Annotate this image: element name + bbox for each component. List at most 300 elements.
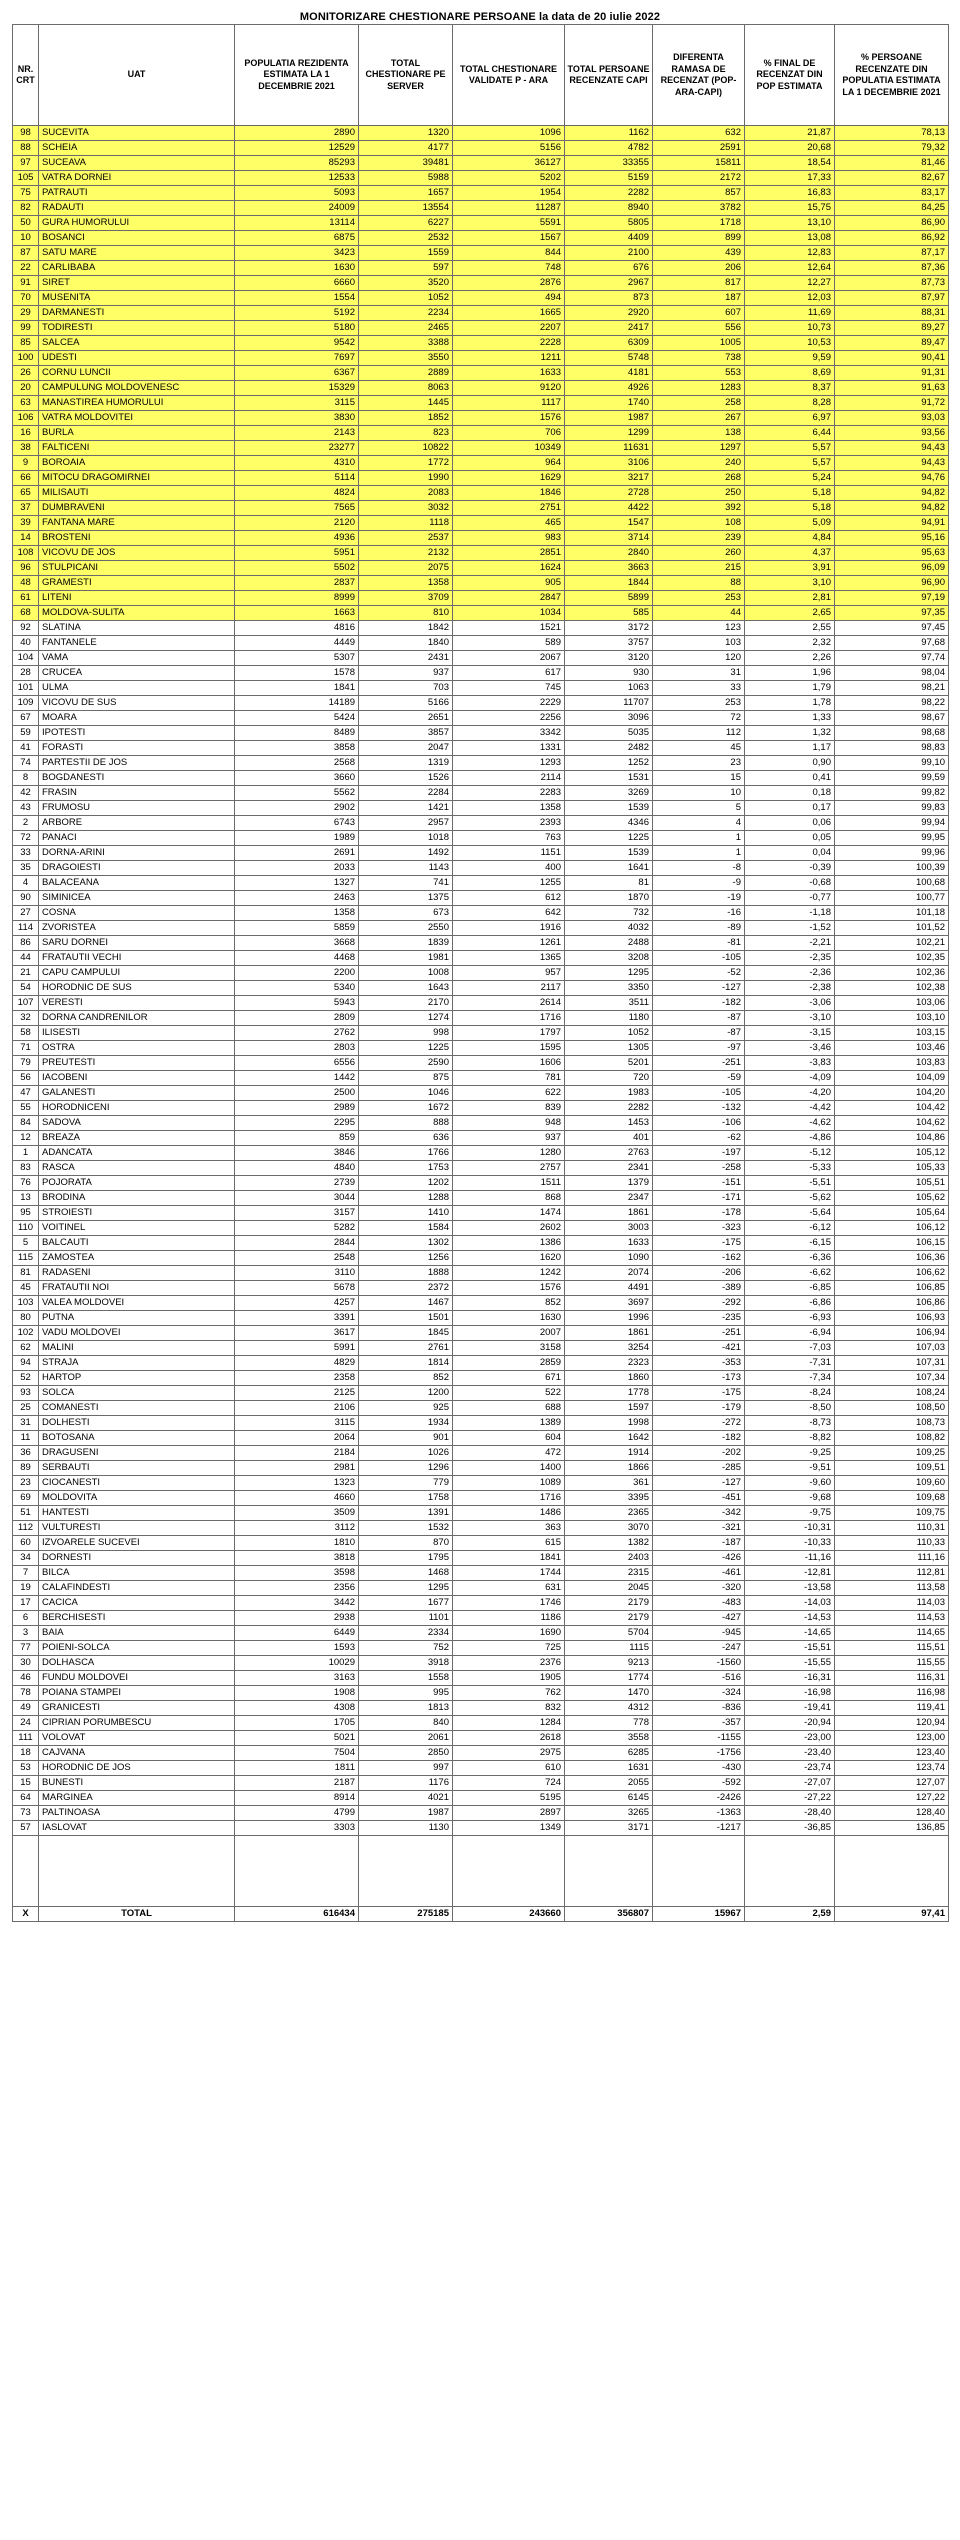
difference-cell: 632 <box>653 126 745 141</box>
population-cell: 3044 <box>235 1191 359 1206</box>
total-capi: 356807 <box>565 1907 653 1922</box>
difference-cell: -89 <box>653 921 745 936</box>
uat-cell: HANTESTI <box>39 1506 235 1521</box>
server-cell: 2234 <box>359 306 453 321</box>
nr-cell: 107 <box>13 996 39 1011</box>
pct-remaining-cell: -6,86 <box>745 1296 835 1311</box>
pct-enumerated-cell: 97,74 <box>835 651 949 666</box>
population-cell: 85293 <box>235 156 359 171</box>
uat-cell: DARMANESTI <box>39 306 235 321</box>
pct-remaining-cell: -2,36 <box>745 966 835 981</box>
difference-cell: -430 <box>653 1761 745 1776</box>
uat-cell: MUSENITA <box>39 291 235 306</box>
capi-cell: 1539 <box>565 801 653 816</box>
server-cell: 8063 <box>359 381 453 396</box>
pct-remaining-cell: -19,41 <box>745 1701 835 1716</box>
difference-cell: 392 <box>653 501 745 516</box>
difference-cell: 103 <box>653 636 745 651</box>
population-cell: 14189 <box>235 696 359 711</box>
pct-remaining-cell: 0,18 <box>745 786 835 801</box>
capi-cell: 1547 <box>565 516 653 531</box>
difference-cell: -251 <box>653 1326 745 1341</box>
server-cell: 1532 <box>359 1521 453 1536</box>
table-row <box>13 906 949 921</box>
capi-cell: 1063 <box>565 681 653 696</box>
difference-cell: -19 <box>653 891 745 906</box>
pct-remaining-cell: -6,85 <box>745 1281 835 1296</box>
population-cell: 1989 <box>235 831 359 846</box>
table-row <box>13 1551 949 1566</box>
difference-cell: 899 <box>653 231 745 246</box>
nr-cell: 76 <box>13 1176 39 1191</box>
sheet-title: MONITORIZARE CHESTIONARE PERSOANE la data de 20 iulie 2022 <box>299 11 661 23</box>
pct-enumerated-cell: 114,53 <box>835 1611 949 1626</box>
nr-cell: 54 <box>13 981 39 996</box>
table-row <box>13 1656 949 1671</box>
uat-cell: BURLA <box>39 426 235 441</box>
uat-cell: CAMPULUNG MOLDOVENESC <box>39 381 235 396</box>
capi-cell: 2074 <box>565 1266 653 1281</box>
validated-cell: 36127 <box>453 156 565 171</box>
table-row <box>13 1251 949 1266</box>
nr-cell: 63 <box>13 396 39 411</box>
population-cell: 12529 <box>235 141 359 156</box>
pct-enumerated-cell: 105,62 <box>835 1191 949 1206</box>
uat-cell: FRATAUTII NOI <box>39 1281 235 1296</box>
server-cell: 995 <box>359 1686 453 1701</box>
table-row <box>13 1821 949 1836</box>
difference-cell: 2172 <box>653 171 745 186</box>
capi-cell: 1453 <box>565 1116 653 1131</box>
server-cell: 2850 <box>359 1746 453 1761</box>
nr-cell: 70 <box>13 291 39 306</box>
table-row <box>13 1416 949 1431</box>
pct-enumerated-cell: 99,59 <box>835 771 949 786</box>
pct-enumerated-cell: 108,73 <box>835 1416 949 1431</box>
population-cell: 3115 <box>235 396 359 411</box>
population-cell: 3818 <box>235 1551 359 1566</box>
capi-cell: 1539 <box>565 846 653 861</box>
capi-cell: 3269 <box>565 786 653 801</box>
table-row <box>13 246 949 261</box>
server-cell: 1358 <box>359 576 453 591</box>
table-row <box>13 486 949 501</box>
population-cell: 15329 <box>235 381 359 396</box>
table-row <box>13 1116 949 1131</box>
population-cell: 2739 <box>235 1176 359 1191</box>
population-cell: 4449 <box>235 636 359 651</box>
nr-cell: 55 <box>13 1101 39 1116</box>
table-row <box>13 1701 949 1716</box>
pct-enumerated-cell: 99,82 <box>835 786 949 801</box>
nr-cell: 100 <box>13 351 39 366</box>
table-row <box>13 801 949 816</box>
difference-cell: -357 <box>653 1716 745 1731</box>
uat-cell: MITOCU DRAGOMIRNEI <box>39 471 235 486</box>
pct-enumerated-cell: 110,31 <box>835 1521 949 1536</box>
pct-remaining-cell: 0,41 <box>745 771 835 786</box>
nr-cell: 102 <box>13 1326 39 1341</box>
pct-remaining-cell: -16,31 <box>745 1671 835 1686</box>
capi-cell: 732 <box>565 906 653 921</box>
uat-cell: FRASIN <box>39 786 235 801</box>
uat-cell: IZVOARELE SUCEVEI <box>39 1536 235 1551</box>
pct-enumerated-cell: 114,03 <box>835 1596 949 1611</box>
capi-cell: 1641 <box>565 861 653 876</box>
uat-cell: POIANA STAMPEI <box>39 1686 235 1701</box>
validated-cell: 868 <box>453 1191 565 1206</box>
difference-cell: -292 <box>653 1296 745 1311</box>
pct-remaining-cell: -23,00 <box>745 1731 835 1746</box>
uat-cell: FUNDU MOLDOVEI <box>39 1671 235 1686</box>
pct-enumerated-cell: 114,65 <box>835 1626 949 1641</box>
server-cell: 2061 <box>359 1731 453 1746</box>
validated-cell: 1365 <box>453 951 565 966</box>
pct-enumerated-cell: 116,98 <box>835 1686 949 1701</box>
difference-cell: 215 <box>653 561 745 576</box>
uat-cell: HORODNICENI <box>39 1101 235 1116</box>
difference-cell: 439 <box>653 246 745 261</box>
validated-cell: 1089 <box>453 1476 565 1491</box>
difference-cell: 250 <box>653 486 745 501</box>
table-row <box>13 1041 949 1056</box>
server-cell: 1492 <box>359 846 453 861</box>
nr-cell: 105 <box>13 171 39 186</box>
capi-cell: 5748 <box>565 351 653 366</box>
nr-cell: 84 <box>13 1116 39 1131</box>
capi-cell: 2179 <box>565 1596 653 1611</box>
population-cell: 2762 <box>235 1026 359 1041</box>
server-cell: 2537 <box>359 531 453 546</box>
difference-cell: -175 <box>653 1236 745 1251</box>
pct-remaining-cell: -11,16 <box>745 1551 835 1566</box>
table-row <box>13 936 949 951</box>
pct-enumerated-cell: 95,16 <box>835 531 949 546</box>
validated-cell: 2859 <box>453 1356 565 1371</box>
capi-cell: 2341 <box>565 1161 653 1176</box>
pct-remaining-cell: -9,51 <box>745 1461 835 1476</box>
nr-cell: 18 <box>13 1746 39 1761</box>
pct-remaining-cell: -6,15 <box>745 1236 835 1251</box>
table-row <box>13 1566 949 1581</box>
nr-cell: 19 <box>13 1581 39 1596</box>
table-row <box>13 1596 949 1611</box>
table-row <box>13 126 949 141</box>
server-cell: 1468 <box>359 1566 453 1581</box>
difference-cell: -9 <box>653 876 745 891</box>
difference-cell: -8 <box>653 861 745 876</box>
pct-remaining-cell: 5,18 <box>745 501 835 516</box>
validated-cell: 2876 <box>453 276 565 291</box>
validated-cell: 465 <box>453 516 565 531</box>
difference-cell: -461 <box>653 1566 745 1581</box>
validated-cell: 1261 <box>453 936 565 951</box>
nr-cell: 7 <box>13 1566 39 1581</box>
server-cell: 1842 <box>359 621 453 636</box>
population-cell: 1810 <box>235 1536 359 1551</box>
difference-cell: 108 <box>653 516 745 531</box>
difference-cell: 260 <box>653 546 745 561</box>
validated-cell: 2114 <box>453 771 565 786</box>
table-row <box>13 1461 949 1476</box>
pct-enumerated-cell: 104,62 <box>835 1116 949 1131</box>
capi-cell: 2365 <box>565 1506 653 1521</box>
population-cell: 5340 <box>235 981 359 996</box>
population-cell: 12533 <box>235 171 359 186</box>
nr-cell: 58 <box>13 1026 39 1041</box>
capi-cell: 1299 <box>565 426 653 441</box>
population-cell: 2844 <box>235 1236 359 1251</box>
server-cell: 3857 <box>359 726 453 741</box>
pct-remaining-cell: -16,98 <box>745 1686 835 1701</box>
capi-cell: 2282 <box>565 186 653 201</box>
validated-cell: 1916 <box>453 921 565 936</box>
pct-remaining-cell: -27,07 <box>745 1776 835 1791</box>
difference-cell: -197 <box>653 1146 745 1161</box>
uat-cell: ZAMOSTEA <box>39 1251 235 1266</box>
table-row <box>13 186 949 201</box>
pct-enumerated-cell: 87,17 <box>835 246 949 261</box>
population-cell: 1442 <box>235 1071 359 1086</box>
table-row <box>13 1086 949 1101</box>
validated-cell: 1905 <box>453 1671 565 1686</box>
pct-enumerated-cell: 106,85 <box>835 1281 949 1296</box>
pct-enumerated-cell: 91,63 <box>835 381 949 396</box>
capi-cell: 361 <box>565 1476 653 1491</box>
capi-cell: 5035 <box>565 726 653 741</box>
nr-cell: 28 <box>13 666 39 681</box>
difference-cell: 31 <box>653 666 745 681</box>
difference-cell: -2426 <box>653 1791 745 1806</box>
pct-enumerated-cell: 89,27 <box>835 321 949 336</box>
difference-cell: 33 <box>653 681 745 696</box>
pct-remaining-cell: -4,09 <box>745 1071 835 1086</box>
uat-cell: SLATINA <box>39 621 235 636</box>
pct-enumerated-cell: 98,21 <box>835 681 949 696</box>
pct-enumerated-cell: 87,36 <box>835 261 949 276</box>
pct-remaining-cell: -7,34 <box>745 1371 835 1386</box>
pct-remaining-cell: -10,31 <box>745 1521 835 1536</box>
pct-enumerated-cell: 109,25 <box>835 1446 949 1461</box>
pct-enumerated-cell: 87,73 <box>835 276 949 291</box>
validated-cell: 725 <box>453 1641 565 1656</box>
capi-cell: 1642 <box>565 1431 653 1446</box>
nr-cell: 83 <box>13 1161 39 1176</box>
population-cell: 859 <box>235 1131 359 1146</box>
uat-cell: SATU MARE <box>39 246 235 261</box>
uat-cell: IACOBENI <box>39 1071 235 1086</box>
uat-cell: UDESTI <box>39 351 235 366</box>
pct-remaining-cell: -14,53 <box>745 1611 835 1626</box>
nr-cell: 21 <box>13 966 39 981</box>
table-row <box>13 456 949 471</box>
server-cell: 1410 <box>359 1206 453 1221</box>
table-row <box>13 1431 949 1446</box>
validated-cell: 1349 <box>453 1821 565 1836</box>
nr-cell: 89 <box>13 1461 39 1476</box>
table-row <box>13 771 949 786</box>
validated-cell: 781 <box>453 1071 565 1086</box>
table-row <box>13 996 949 1011</box>
nr-cell: 30 <box>13 1656 39 1671</box>
capi-cell: 1531 <box>565 771 653 786</box>
table-row <box>13 501 949 516</box>
pct-enumerated-cell: 110,33 <box>835 1536 949 1551</box>
pct-enumerated-cell: 99,96 <box>835 846 949 861</box>
table-row <box>13 1671 949 1686</box>
pct-remaining-cell: -6,93 <box>745 1311 835 1326</box>
capi-cell: 6145 <box>565 1791 653 1806</box>
capi-cell: 3171 <box>565 1821 653 1836</box>
population-cell: 7697 <box>235 351 359 366</box>
capi-cell: 81 <box>565 876 653 891</box>
table-row <box>13 231 949 246</box>
validated-cell: 852 <box>453 1296 565 1311</box>
validated-cell: 642 <box>453 906 565 921</box>
pct-enumerated-cell: 87,97 <box>835 291 949 306</box>
server-cell: 6227 <box>359 216 453 231</box>
nr-cell: 49 <box>13 1701 39 1716</box>
table-row <box>13 1356 949 1371</box>
total-nr: X <box>13 1907 39 1922</box>
pct-remaining-cell: 3,10 <box>745 576 835 591</box>
server-cell: 1046 <box>359 1086 453 1101</box>
pct-remaining-cell: 2,65 <box>745 606 835 621</box>
validated-cell: 948 <box>453 1116 565 1131</box>
table-row <box>13 1791 949 1806</box>
pct-remaining-cell: -20,94 <box>745 1716 835 1731</box>
uat-cell: CRUCEA <box>39 666 235 681</box>
nr-cell: 81 <box>13 1266 39 1281</box>
population-cell: 2358 <box>235 1371 359 1386</box>
difference-cell: -592 <box>653 1776 745 1791</box>
difference-cell: -132 <box>653 1101 745 1116</box>
difference-cell: 556 <box>653 321 745 336</box>
capi-cell: 2967 <box>565 276 653 291</box>
difference-cell: -426 <box>653 1551 745 1566</box>
uat-cell: RASCA <box>39 1161 235 1176</box>
pct-enumerated-cell: 94,43 <box>835 456 949 471</box>
uat-cell: CORNU LUNCII <box>39 366 235 381</box>
table-row <box>13 276 949 291</box>
table-row <box>13 1311 949 1326</box>
uat-cell: BALACEANA <box>39 876 235 891</box>
nr-cell: 57 <box>13 1821 39 1836</box>
pct-enumerated-cell: 103,15 <box>835 1026 949 1041</box>
pct-enumerated-cell: 123,00 <box>835 1731 949 1746</box>
capi-cell: 1861 <box>565 1326 653 1341</box>
server-cell: 2465 <box>359 321 453 336</box>
pct-enumerated-cell: 82,67 <box>835 171 949 186</box>
difference-cell: -353 <box>653 1356 745 1371</box>
server-cell: 1118 <box>359 516 453 531</box>
server-cell: 870 <box>359 1536 453 1551</box>
uat-cell: CAPU CAMPULUI <box>39 966 235 981</box>
server-cell: 1391 <box>359 1506 453 1521</box>
difference-cell: -389 <box>653 1281 745 1296</box>
population-cell: 1841 <box>235 681 359 696</box>
population-cell: 6367 <box>235 366 359 381</box>
total-validated: 243660 <box>453 1907 565 1922</box>
nr-cell: 114 <box>13 921 39 936</box>
pct-remaining-cell: -2,35 <box>745 951 835 966</box>
server-cell: 1772 <box>359 456 453 471</box>
population-cell: 4799 <box>235 1806 359 1821</box>
pct-remaining-cell: -23,74 <box>745 1761 835 1776</box>
pct-remaining-cell: -14,03 <box>745 1596 835 1611</box>
population-cell: 5502 <box>235 561 359 576</box>
pct-enumerated-cell: 96,09 <box>835 561 949 576</box>
server-cell: 1888 <box>359 1266 453 1281</box>
nr-cell: 25 <box>13 1401 39 1416</box>
population-cell: 1593 <box>235 1641 359 1656</box>
capi-cell: 6309 <box>565 336 653 351</box>
pct-remaining-cell: -3,46 <box>745 1041 835 1056</box>
validated-cell: 2117 <box>453 981 565 996</box>
pct-remaining-cell: 4,37 <box>745 546 835 561</box>
pct-remaining-cell: 18,54 <box>745 156 835 171</box>
uat-cell: CALAFINDESTI <box>39 1581 235 1596</box>
validated-cell: 617 <box>453 666 565 681</box>
population-cell: 1358 <box>235 906 359 921</box>
server-cell: 1467 <box>359 1296 453 1311</box>
uat-cell: MARGINEA <box>39 1791 235 1806</box>
population-cell: 23277 <box>235 441 359 456</box>
difference-cell: 112 <box>653 726 745 741</box>
uat-cell: PUTNA <box>39 1311 235 1326</box>
pct-enumerated-cell: 88,31 <box>835 306 949 321</box>
table-row <box>13 291 949 306</box>
difference-cell: -1756 <box>653 1746 745 1761</box>
validated-cell: 2602 <box>453 1221 565 1236</box>
difference-cell: -1363 <box>653 1806 745 1821</box>
uat-cell: FANTANELE <box>39 636 235 651</box>
population-cell: 2120 <box>235 516 359 531</box>
pct-remaining-cell: -5,12 <box>745 1146 835 1161</box>
validated-cell: 671 <box>453 1371 565 1386</box>
validated-cell: 400 <box>453 861 565 876</box>
pct-remaining-cell: 8,28 <box>745 396 835 411</box>
uat-cell: VATRA DORNEI <box>39 171 235 186</box>
difference-cell: 5 <box>653 801 745 816</box>
validated-cell: 1841 <box>453 1551 565 1566</box>
difference-cell: 44 <box>653 606 745 621</box>
nr-cell: 101 <box>13 681 39 696</box>
table-row <box>13 1161 949 1176</box>
validated-cell: 905 <box>453 576 565 591</box>
population-cell: 8914 <box>235 1791 359 1806</box>
capi-cell: 11707 <box>565 696 653 711</box>
server-cell: 1643 <box>359 981 453 996</box>
nr-cell: 38 <box>13 441 39 456</box>
pct-enumerated-cell: 119,41 <box>835 1701 949 1716</box>
pct-enumerated-cell: 109,60 <box>835 1476 949 1491</box>
pct-enumerated-cell: 136,85 <box>835 1821 949 1836</box>
pct-enumerated-cell: 97,45 <box>835 621 949 636</box>
nr-cell: 95 <box>13 1206 39 1221</box>
table-row <box>13 1146 949 1161</box>
capi-cell: 778 <box>565 1716 653 1731</box>
population-cell: 1705 <box>235 1716 359 1731</box>
server-cell: 998 <box>359 1026 453 1041</box>
table-row <box>13 861 949 876</box>
pct-enumerated-cell: 100,68 <box>835 876 949 891</box>
validated-cell: 1576 <box>453 1281 565 1296</box>
capi-cell: 5159 <box>565 171 653 186</box>
nr-cell: 40 <box>13 636 39 651</box>
server-cell: 1296 <box>359 1461 453 1476</box>
uat-cell: SADOVA <box>39 1116 235 1131</box>
